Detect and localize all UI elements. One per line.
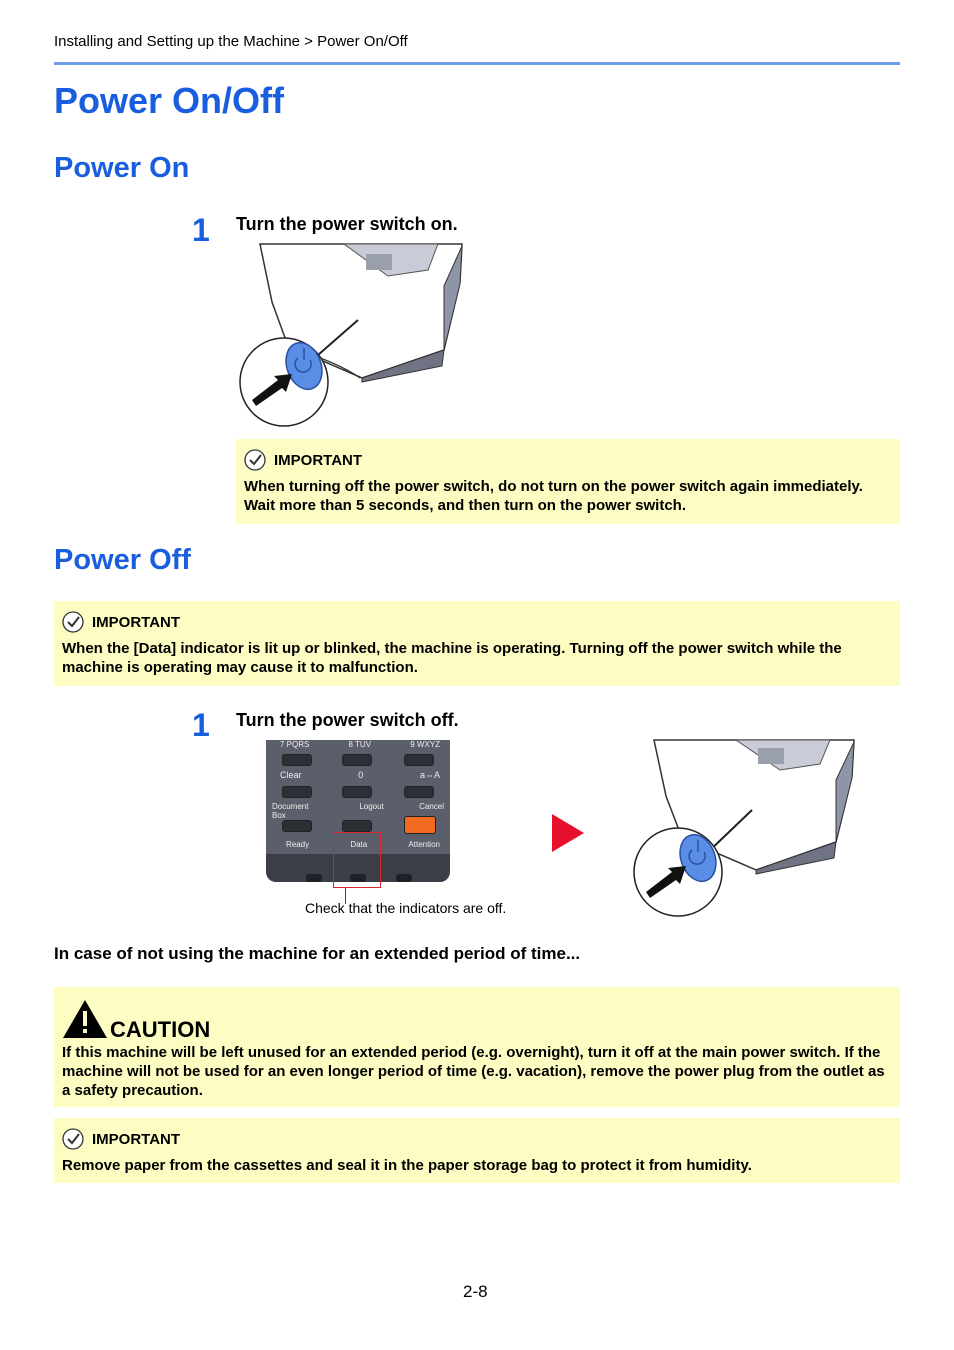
panel-key-label: 8 TUV [348,740,372,749]
panel-key-label: Document Box [272,802,309,820]
power-off-step-number: 1 [192,707,210,743]
important-note [54,1118,900,1183]
important-label: IMPORTANT [274,451,363,469]
next-arrow-icon [550,812,586,854]
printer-power-off-illustration [632,738,860,920]
important-label: IMPORTANT [92,613,181,631]
important-note [236,439,900,524]
indicator-caption: Check that the indicators are off. [305,900,507,916]
check-circle-icon [62,1128,84,1150]
cancel-key-orange [404,816,436,834]
caution-note [54,987,900,1107]
panel-indicator-label: Ready [286,840,310,849]
page-number: 2-8 [463,1282,488,1301]
warning-triangle-icon [62,999,108,1039]
data-indicator-highlight [333,832,381,888]
check-circle-icon [62,611,84,633]
important-note [54,601,900,686]
check-circle-icon [244,449,266,471]
panel-key-label: 7 PQRS [280,740,310,749]
panel-key-label: 0 [358,770,364,780]
header-rule [54,62,900,65]
important-text: Remove paper from the cassettes and seal it in the paper storage bag to protect it from humidity. [62,1157,752,1174]
panel-indicator-label: Attention [408,840,440,849]
panel-key-label: Logout [359,802,384,811]
panel-indicator-label: Data [350,840,368,849]
power-on-step-number: 1 [192,212,210,248]
panel-key-label: a⇔A [419,770,440,780]
panel-key-label: 9 WXYZ [410,740,440,749]
caution-text: If this machine will be left unused for an extended period (e.g. overnight), turn it off at the main power switch. If the machine will not be used for an even longer period of time (e.g. vacation), remove the power plug from the outlet as a safety precaution. [62,1044,885,1099]
important-text: When the [Data] indicator is lit up or blinked, the machine is operating. Turning off the power switch while the machine is operating may cause it to malfunction. [62,640,842,676]
breadcrumb: Installing and Setting up the Machine > Power On/Off [54,33,408,50]
panel-key-label: Clear [280,770,302,780]
power-off-heading: Power Off [54,544,191,576]
extended-period-subheading: In case of not using the machine for an extended period of time... [54,944,581,963]
printer-power-on-illustration [238,242,466,430]
power-on-step-text: Turn the power switch on. [236,214,458,234]
power-off-step-text: Turn the power switch off. [236,710,459,730]
caution-label: CAUTION [110,1017,211,1042]
important-text: When turning off the power switch, do not turn on the power switch again immediately. Wait more than 5 seconds, and then turn on the power switch. [244,478,863,514]
important-label: IMPORTANT [92,1130,181,1148]
panel-key-label: Cancel [419,802,444,811]
page-title: Power On/Off [54,80,285,121]
power-on-heading: Power On [54,152,190,184]
operation-panel-illustration [266,740,450,882]
